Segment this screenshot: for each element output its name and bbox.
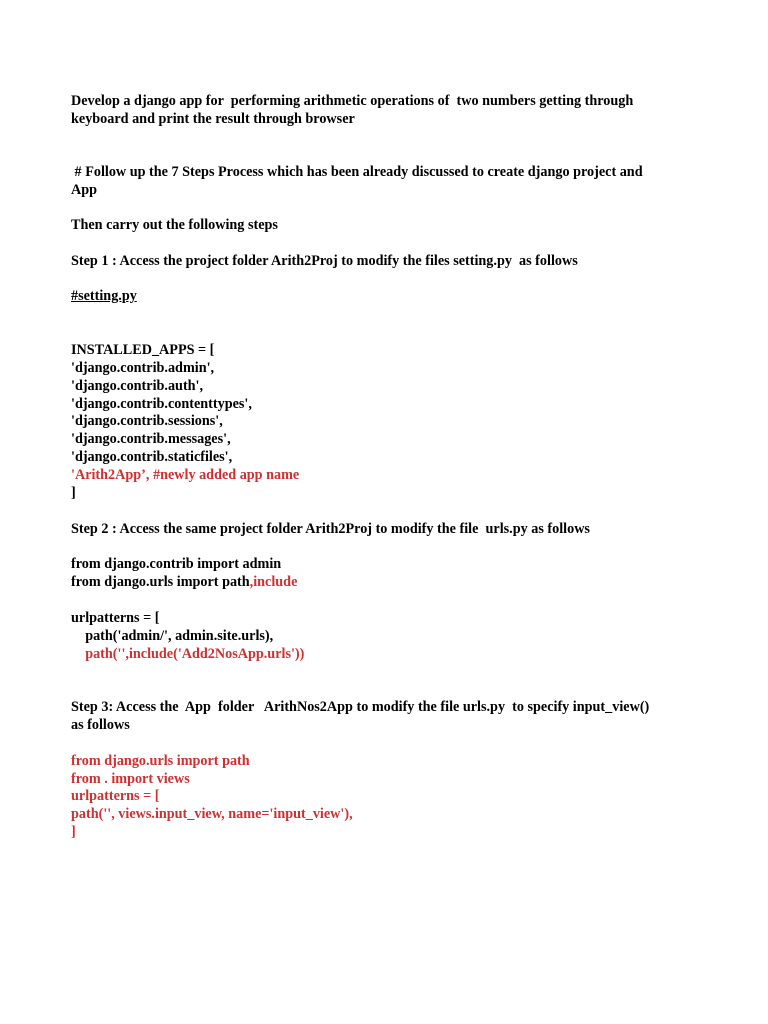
- step3-heading-line-1: Step 3: Access the App folder ArithNos2App to modify the file urls.py to specify input_view(): [71, 699, 650, 715]
- settings-file-label: #setting.py: [71, 288, 137, 304]
- step3-code-line: from . import views: [71, 771, 190, 787]
- step2-path-include: path('',include('Add2NosApp.urls')): [71, 646, 305, 662]
- step1-code-line: INSTALLED_APPS = [: [71, 342, 215, 358]
- step2-import-admin: from django.contrib import admin: [71, 556, 282, 572]
- step1-code-line: 'django.contrib.sessions',: [71, 413, 223, 429]
- step2-import-include: ,include: [249, 574, 298, 590]
- step1-added-app-line: 'Arith2App’, #newly added app name: [71, 467, 300, 483]
- step2-import-path: [71, 573, 297, 591]
- step3-code-line: from django.urls import path: [71, 753, 250, 769]
- step2-path-admin: path('admin/', admin.site.urls),: [71, 628, 274, 644]
- follow-up-line-2: App: [71, 182, 98, 198]
- step1-code-line: 'django.contrib.admin',: [71, 360, 215, 376]
- intro-line-1: Develop a django app for performing arithmetic operations of two numbers getting through: [71, 93, 634, 109]
- then-line: Then carry out the following steps: [71, 217, 278, 233]
- step3-code-line: ]: [71, 824, 76, 840]
- step1-code-line: 'django.contrib.contenttypes',: [71, 396, 252, 412]
- step1-heading: Step 1 : Access the project folder Arith2Proj to modify the files setting.py as follows: [71, 253, 578, 269]
- step1-code-line: 'django.contrib.messages',: [71, 431, 231, 447]
- step2-heading: Step 2 : Access the same project folder Arith2Proj to modify the file urls.py as follows: [71, 521, 590, 537]
- step1-close-bracket: ]: [71, 485, 76, 501]
- step2-urlpatterns-open: urlpatterns = [: [71, 610, 160, 626]
- step1-code-line: 'django.contrib.staticfiles',: [71, 449, 233, 465]
- step1-code-line: 'django.contrib.auth',: [71, 378, 204, 394]
- follow-up-line-1: # Follow up the 7 Steps Process which has been already discussed to create django project and: [71, 164, 643, 180]
- step3-code-line: path('', views.input_view, name='input_view'),: [71, 806, 353, 822]
- step2-import-path-plain: from django.urls import path: [71, 574, 250, 590]
- step3-code-line: urlpatterns = [: [71, 788, 160, 804]
- intro-line-2: keyboard and print the result through browser: [71, 111, 355, 127]
- step3-heading-line-2: as follows: [71, 717, 130, 733]
